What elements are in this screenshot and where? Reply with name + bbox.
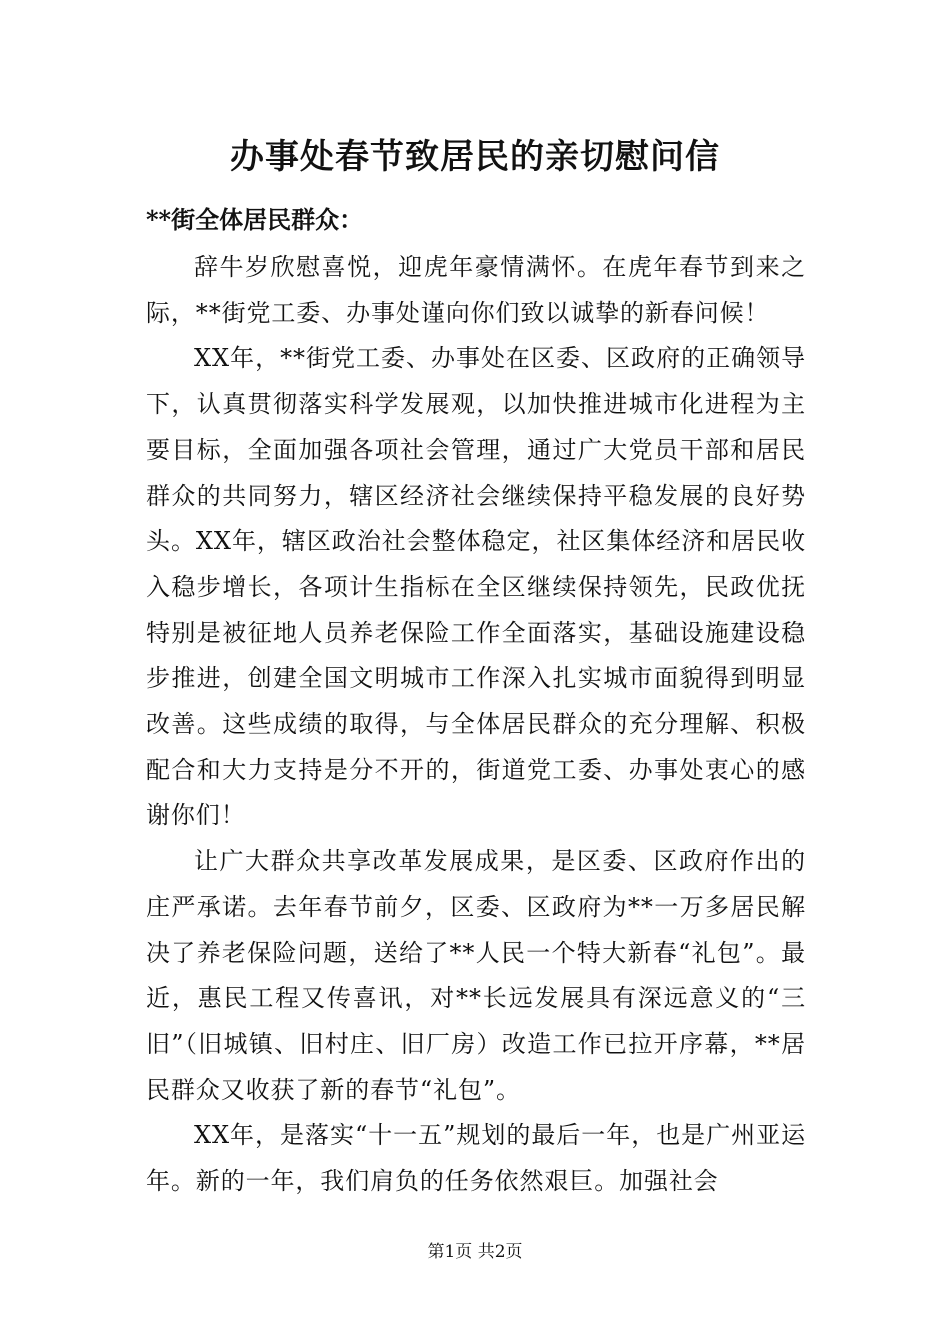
paragraph-1: 辞牛岁欣慰喜悦，迎虎年豪情满怀。在虎年春节到来之际，**街党工委、办事处谨向你们致以诚挚的新春问候！ xyxy=(146,253,806,327)
page-number: 第1页 共2页 xyxy=(427,1242,523,1262)
paragraph-3: 让广大群众共享改革发展成果，是区委、区政府作出的庄严承诺。去年春节前夕，区委、区政府为**一万多居民解决了养老保险问题，送给了**人民一个特大新春“礼包”。最近，惠民工程又传喜讯，对**长远发展具有深远意义的“三旧”（旧城镇、旧村庄、旧厂房）改造工作已拉开序幕，**居民群众又收获了新的春节“礼包”。 xyxy=(146,847,806,1104)
paragraph-2: XX年，**街党工委、办事处在区委、区政府的正确领导下，认真贯彻落实科学发展观，以加快推进城市化进程为主要目标，全面加强各项社会管理，通过广大党员干部和居民群众的共同努力，辖区经济社会继续保持平稳发展的良好势头。XX年，辖区政治社会整体稳定，社区集体经济和居民收入稳步增长，各项计生指标在全区继续保持领先，民政优抚特别是被征地人员养老保险工作全面落实，基础设施建设稳步推进，创建全国文明城市工作深入扎实城市面貌得到明显改善。这些成绩的取得，与全体居民群众的充分理解、积极配合和大力支持是分不开的，街道党工委、办事处衷心的感谢你们！ xyxy=(146,344,806,830)
document-title: 办事处春节致居民的亲切慰问信 xyxy=(230,137,720,177)
letter-body xyxy=(146,245,806,1205)
paragraph-4: XX年，是落实“十一五”规划的最后一年，也是广州亚运年。新的一年，我们肩负的任务依然艰巨。加强社会 xyxy=(146,1121,806,1196)
salutation: **街全体居民群众： xyxy=(146,205,364,234)
